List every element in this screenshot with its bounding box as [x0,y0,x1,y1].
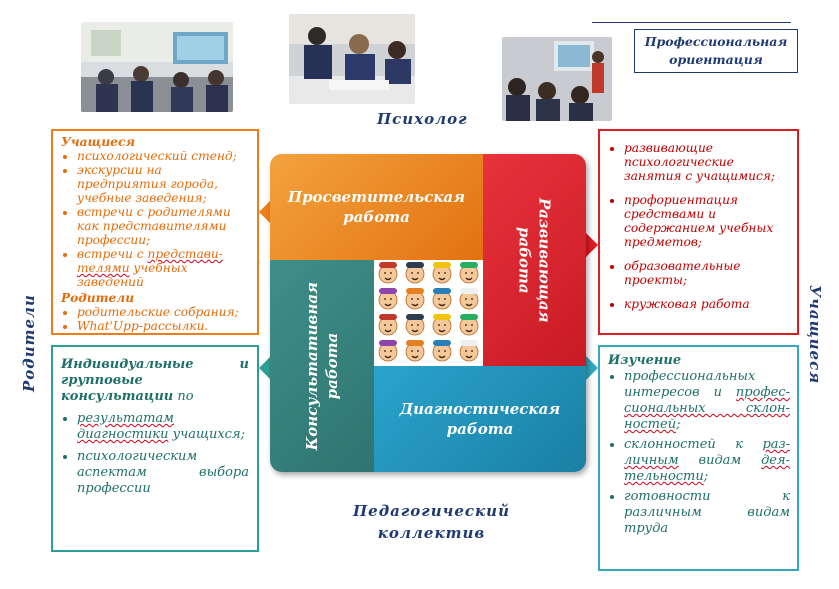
arrow-right-red-icon [586,233,598,257]
list-item-text: ; [703,469,709,484]
cartoon-hat-icon [406,340,424,346]
header-rule [592,22,791,23]
cartoon-hat-icon [406,288,424,294]
professions-illustration [374,260,483,366]
list-item: • психологический стенд; [77,149,251,163]
tile-diagnostics [374,366,586,472]
topic-label-line1: Профессиональная [644,34,788,49]
list-item: • образовательные проекты; [624,259,791,287]
list-item-text: результатам диагностики [77,411,174,442]
list-item: • родительские собрания; [77,305,251,319]
tile-diagnostics-line1: Диагностическая [399,400,561,418]
enlightenment-box [51,129,259,335]
parents-heading: Родители [61,291,135,305]
cartoon-hat-icon [460,288,478,294]
parents-list [61,305,251,333]
students-list [61,149,251,289]
diagnostics-heading: Изучение [608,353,682,368]
tile-development-line1: Развивающая [535,197,554,323]
cartoon-hat-icon [379,340,397,346]
tile-enlightenment-line2: работа [343,208,410,226]
tile-consultation-text [302,282,342,450]
consultation-heading: Индивидуальные и групповые консультации [61,357,249,404]
cartoon-hat-icon [433,262,451,268]
list-item-text: представи-телями [77,247,223,275]
classroom-photo-left-image [81,22,233,112]
list-item: • готовности к различным видам труда [624,489,790,537]
cartoon-hat-icon [406,314,424,320]
tile-enlightenment-line1: Просветительская [287,188,466,206]
classroom-photo-right-image [502,37,612,121]
list-item [624,437,790,485]
cartoon-hat-icon [379,262,397,268]
list-item: • What'Upp-рассылки. [77,319,251,333]
cartoon-hat-icon [433,340,451,346]
consultation-heading-tail: по [173,389,194,404]
list-item-text: профессиональных интересов и [624,369,756,400]
professions-faces-icon [374,260,483,366]
consultation-box [51,345,259,552]
role-teachers-line2: коллектив [377,524,486,542]
list-item: • профориентация средствами и содержанием учебных предметов; [624,193,791,249]
list-item [77,247,251,289]
cartoon-hat-icon [460,314,478,320]
role-students: Учащиеся [806,285,824,385]
cartoon-hat-icon [460,262,478,268]
list-item [77,411,249,443]
list-item-text: ; [676,417,681,432]
tile-development-text [515,198,555,323]
cartoon-hat-icon [379,314,397,320]
list-item-text: встречи с [77,247,148,261]
list-item-text: раз-личным [624,437,790,468]
list-item: • психологическим аспектам выбора профессии [77,449,249,497]
tile-consultation [270,260,374,472]
central-work-block [270,154,586,472]
cartoon-hat-icon [433,288,451,294]
list-item: • встречи с родителями как представителями профессии; [77,205,251,247]
tile-development-line2: работа [515,226,534,294]
list-item: • кружковая работа [624,297,791,311]
role-teachers-line1: Педагогический [352,502,510,520]
topic-label-line2: ориентация [669,52,763,67]
list-item [624,369,790,433]
classroom-photo-center-image [289,14,415,104]
consultation-heading-block [61,357,249,405]
topic-label-box [634,29,798,73]
development-box [598,129,799,335]
students-heading: Учащиеся [61,135,136,149]
role-teachers [348,500,515,544]
classroom-photo-left [81,22,233,112]
role-psychologist: Психолог [377,110,468,128]
list-item: • развивающие психологические занятия с учащимися; [624,141,791,183]
classroom-photo-right [502,37,612,121]
tile-consultation-line2: работа [323,332,341,400]
list-item-text: склонностей к [624,437,763,452]
classroom-photo-center [289,14,415,104]
tile-consultation-line1: Консультативная [303,281,321,451]
cartoon-hat-icon [460,340,478,346]
list-item-text: учебных заведений [77,261,188,289]
tile-diagnostics-text [400,399,560,439]
list-item-text: видам [678,453,762,468]
tile-diagnostics-line2: работа [446,420,514,438]
consultation-list [61,411,249,497]
cartoon-hat-icon [433,314,451,320]
cartoon-hat-icon [406,262,424,268]
diagnostics-box [598,345,799,571]
tile-enlightenment [270,154,483,260]
diagnostics-list [608,369,790,537]
cartoon-hat-icon [379,288,397,294]
list-item: • экскурсии на предприятия города, учебные заведения; [77,163,251,205]
list-item-text: дея-тельности [624,453,790,484]
role-parents: Родители [20,294,38,392]
tile-enlightenment-text [288,187,465,227]
list-item-text: учащихся; [168,427,245,442]
list-item-text: профес-сиональных склон-ностей [624,385,790,432]
arrow-right-blue-icon [586,356,598,380]
tile-development [483,154,586,366]
development-list [608,141,791,311]
